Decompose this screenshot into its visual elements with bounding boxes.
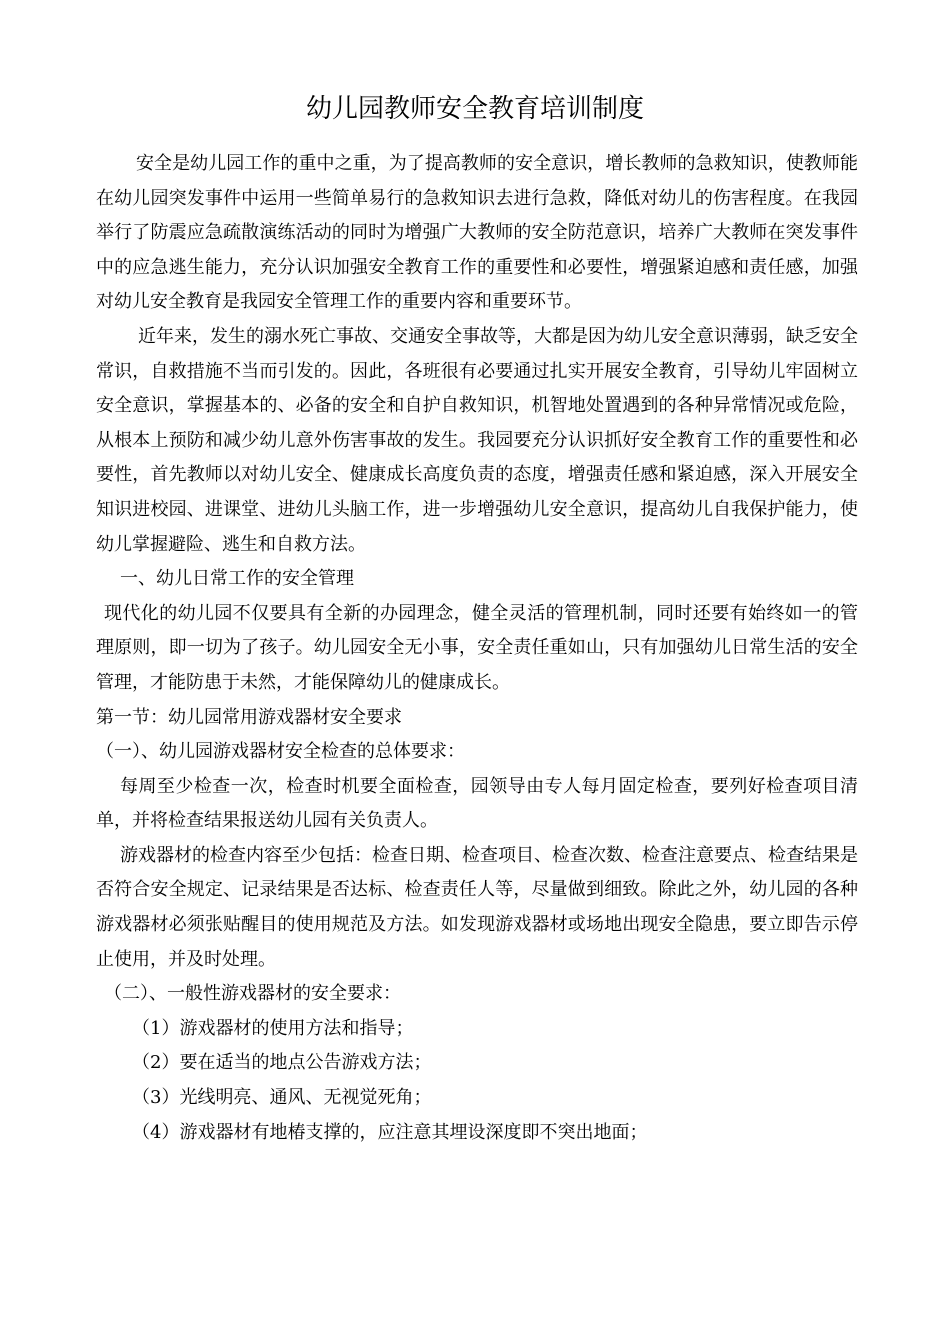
list-item: （4）游戏器材有地椿支撑的，应注意其埋设深度即不突出地面；	[132, 1121, 648, 1143]
document-body	[96, 147, 858, 1150]
list-item: （2）要在适当的地点公告游戏方法；	[132, 1052, 432, 1074]
section-heading-daily-management: 一、幼儿日常工作的安全管理	[120, 568, 354, 590]
list-item: （1）游戏器材的使用方法和指导；	[132, 1017, 414, 1039]
paragraph-recent-accidents: 近年来，发生的溺水死亡事故、交通安全事故等，大都是因为幼儿安全意识薄弱，缺乏安全常识，自救措施不当而引发的。因此，各班很有必要通过扎实开展安全教育，引导幼儿牢固树立安全意识，掌握基本的、必备的安全和自护自救知识，机智地处置遇到的各种异常情况或危险，从根本上预防和减少幼儿意外伤害事故的发生。我园要充分认识抓好安全教育工作的重要性和必要性，首先教师以对幼儿安全、健康成长高度负责的态度，增强责任感和紧迫感，深入开展安全知识进校园、进课堂、进幼儿头脑工作，进一步增强幼儿安全意识，提高幼儿自我保护能力，使幼儿掌握避险、逃生和自救方法。	[96, 325, 858, 555]
document-title: 幼儿园教师安全教育培训制度	[305, 94, 644, 124]
subsection-heading-general-equipment: （二）、一般性游戏器材的安全要求：	[104, 983, 401, 1005]
subsection-heading-inspection: （一）、幼儿园游戏器材安全检查的总体要求：	[96, 741, 465, 763]
paragraph-intro: 安全是幼儿园工作的重中之重，为了提高教师的安全意识，增长教师的急救知识，使教师能在幼儿园突发事件中运用一些简单易行的急救知识去进行急救，降低对幼儿的伤害程度。在我园举行了防震应急疏散演练活动的同时为增强广大教师的安全防范意识，培养广大教师在突发事件中的应急逃生能力，充分认识加强安全教育工作的重要性和必要性，增强紧迫感和责任感，加强对幼儿安全教育是我园安全管理工作的重要内容和重要环节。	[96, 153, 858, 313]
paragraph-weekly-inspection: 每周至少检查一次，检查时机要全面检查，园领导由专人每月固定检查，要列好检查项目清单，并将检查结果报送幼儿园有关负责人。	[96, 775, 858, 832]
paragraph-inspection-content: 游戏器材的检查内容至少包括：检查日期、检查项目、检查次数、检查注意要点、检查结果是否符合安全规定、记录结果是否达标、检查责任人等，尽量做到细致。除此之外，幼儿园的各种游戏器材必须张贴醒目的使用规范及方法。如发现游戏器材或场地出现安全隐患，要立即告示停止使用，并及时处理。	[96, 844, 858, 970]
section-heading-part-one: 第一节：幼儿园常用游戏器材安全要求	[96, 706, 402, 728]
paragraph-modern-kindergarten: 现代化的幼儿园不仅要具有全新的办园理念，健全灵活的管理机制，同时还要有始终如一的管理原则，即一切为了孩子。幼儿园安全无小事，安全责任重如山，只有加强幼儿日常生活的安全管理，才能防患于未然，才能保障幼儿的健康成长。	[96, 602, 858, 693]
list-item: （3）光线明亮、通风、无视觉死角；	[132, 1087, 432, 1109]
